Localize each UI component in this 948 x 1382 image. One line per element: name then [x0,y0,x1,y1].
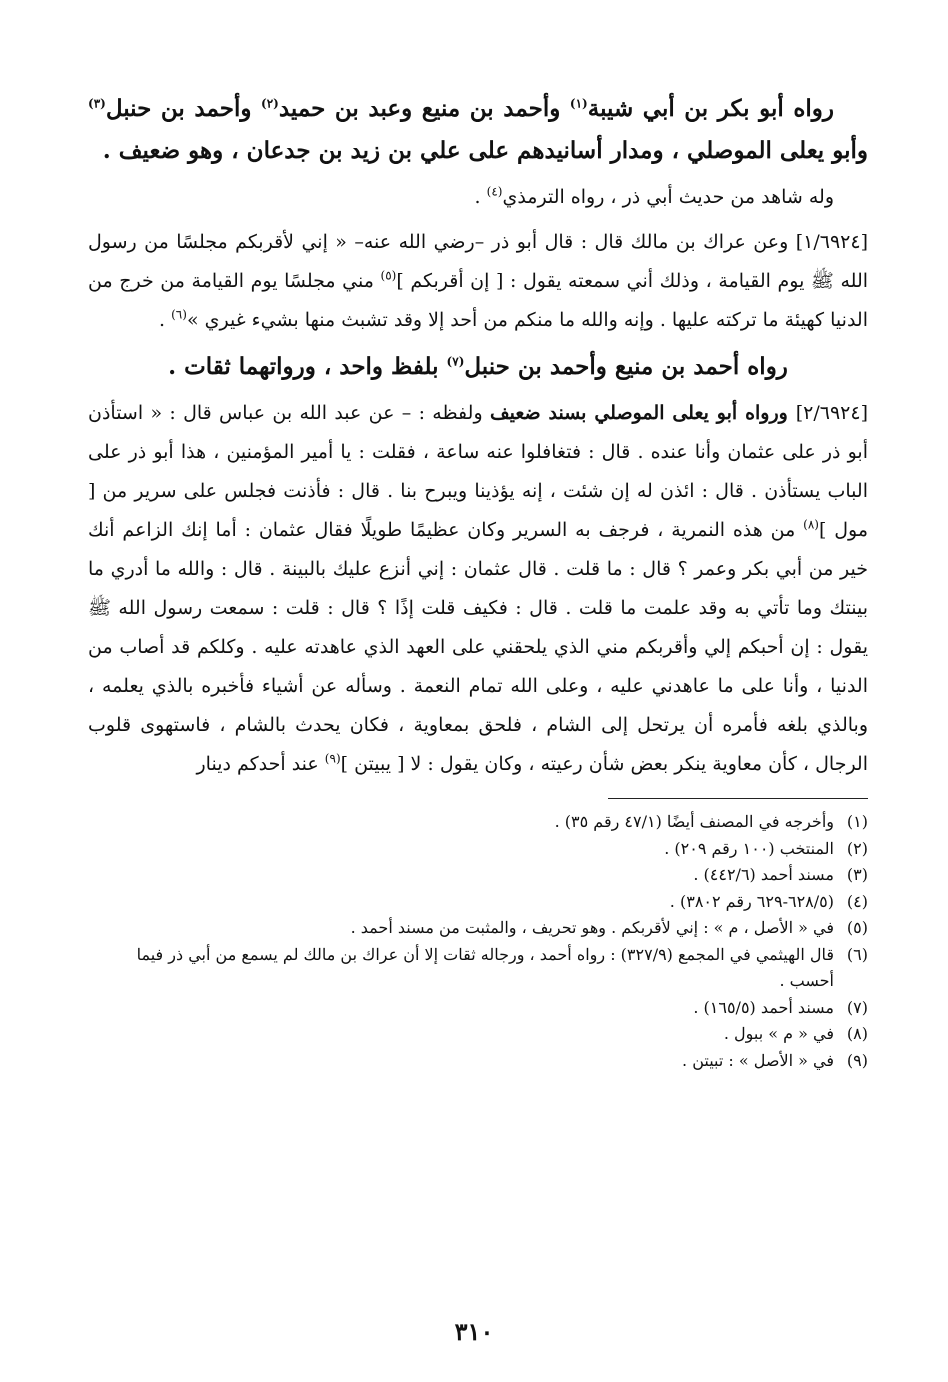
footnote-ref[interactable]: (٢) [261,96,279,111]
paragraph-takhrij-1 [88,88,868,172]
text-run: وأحمد بن حنبل [105,95,262,122]
footnote-ref[interactable]: (١) [569,96,588,111]
footnote-ref[interactable]: (٨) [803,517,819,532]
footnote-number: (٥) [846,918,868,937]
text-run: ولفظه : – عن عبد الله بن عباس قال : « استأذن أبو ذر على عثمان وأنا عنده . قال : فتغافلوا عنه ساعة ، فقلت : يا أمير المؤمنين ، هذا أبو ذر على الباب يستأذن . قال : ائذن له إن شئت ، إنه يؤذينا ويبرح بنا . قال : فأذنت فجلس على سرير من [ مول ] [88,402,869,541]
footnote-item [88,942,868,995]
footnote-text: مسند أحمد (١٦٥/٥) . [693,997,834,1017]
footnote-item [88,862,868,889]
text-run: وأحمد بن منيع وعبد بن حميد [278,95,570,122]
hadith-number: [٢/٦٩٢٤] [795,402,868,424]
footnote-item [88,1048,868,1075]
footnote-text: (٦٢٨/٥-٦٢٩ رقم ٣٨٠٢) . [669,891,834,911]
text-run: من هذه النمرية ، فرجف به السرير وكان عظيمًا طويلًا فقال عثمان : أما إنك الزاعم أنك خير من أبي بكر وعمر ؟ قال : ما قلت . قال عثمان : إني أنزع عليك بالبينة . قال : والله ما أدري ما بينتك وما تأتي به وقد علمت ما قلت . قال : فكيف قلت إذًا ؟ قال : قلت : سمعت رسول الله ﷺ يقول : إن أحبكم إلي وأقربكم مني الذي يلحقني على العهد الذي عاهدته عليه . وكلكم قد أصاب من الدنيا ، وأنا على ما عاهدني عليه ، وعلى الله تمام النعمة . وسأله عن أشياء فأخبره بالذي يعلمه ، وبالذي بلغه فأمره أن يرتحل إلى الشام ، فلحق بمعاوية ، فكان يحدث بالشام ، فاستهوى قلوب الرجال ، كأن معاوية ينكر بعض شأن رعيته ، وكان يقول : لا [ يبيتن ] [88,519,868,775]
page-number: ٣١٠ [454,1317,494,1346]
footnotes-list [88,809,868,1074]
footnote-item [88,889,868,916]
footnote-number: (٨) [846,1024,868,1043]
footnote-text: مسند أحمد (٤٤٢/٦) . [693,865,834,884]
footnote-divider [608,798,868,799]
text-run: . [159,309,172,331]
footnote-ref[interactable]: (٣) [88,96,106,111]
footnote-text: وأخرجه في المصنف أيضًا (٤٧/١ رقم ٣٥) . [554,812,834,831]
footnote-number: (٣) [846,865,868,884]
footnote-ref[interactable]: (٧) [446,354,465,369]
hadith-6924-2 [88,394,868,784]
footnote-number: (٤) [846,891,868,911]
footnote-text: في « الأصل ، م » : إني لأقربكم . وهو تحريف ، والمثبت من مسند أحمد . [350,918,834,937]
footnote-item [88,809,868,836]
footnote-item [88,1021,868,1048]
footnote-item [88,836,868,863]
text-run: . [474,186,487,208]
footnote-text: المنتخب (١٠٠ رقم ٢٠٩) . [664,838,834,858]
text-run: وله شاهد من حديث أبي ذر ، رواه الترمذي [502,186,834,208]
text-run-bold: ورواه أبو يعلى الموصلي بسند ضعيف [489,402,796,424]
footnote-text: قال الهيثمي في المجمع (٣٢٧/٩) : رواه أحمد ، ورجاله ثقات إلا أن عراك بن مالك لم يسمع من أبي ذر فيما أحسب . [136,944,834,990]
footnote-number: (٦) [846,944,868,964]
footnote-number: (١) [846,812,868,831]
footnote-ref[interactable]: (٦) [171,307,187,322]
footnote-text: في « الأصل » : تبيتن . [682,1050,834,1070]
footnote-item [88,995,868,1022]
hadith-number: [١/٦٩٢٤] [795,231,868,253]
footnote-number: (٢) [846,838,868,858]
footnote-text: في « م » ببول . [723,1024,834,1043]
footnote-ref[interactable]: (٥) [380,268,397,283]
footnote-ref[interactable]: (٩) [324,751,341,766]
text-run: مني مجلسًا يوم القيامة من خرج من الدنيا كهيئة ما تركته عليها . وإنه والله ما منكم من أحد إلا وقد تشبث منها بشيء غيري » [88,270,868,331]
text-run: وأبو يعلى الموصلي ، ومدار أسانيدهم على علي بن زيد بن جدعان ، وهو ضعيف . [102,137,868,164]
text-run: عند أحدكم دينار [196,753,325,775]
text-run: رواه أبو بكر بن أبي شيبة [587,95,834,122]
footnote-number: (٧) [846,997,868,1017]
paragraph-takhrij-2 [88,346,868,388]
paragraph-shahid [88,178,868,217]
hadith-6924-1 [88,223,868,340]
text-run: رواه أحمد بن منيع وأحمد بن حنبل [464,353,788,380]
footnote-item [88,915,868,942]
text-run: بلفظ واحد ، ورواتهما ثقات . [168,353,447,380]
footnote-number: (٩) [846,1050,868,1070]
text-run: وعن عراك بن مالك قال : قال أبو ذر –رضي الله عنه– « إني لأقربكم مجلسًا من رسول الله ﷺ يوم القيامة ، وذلك أني سمعته يقول : [ إن أقربكم ] [88,231,869,292]
page-body [88,88,868,1074]
footnote-ref[interactable]: (٤) [486,184,503,199]
